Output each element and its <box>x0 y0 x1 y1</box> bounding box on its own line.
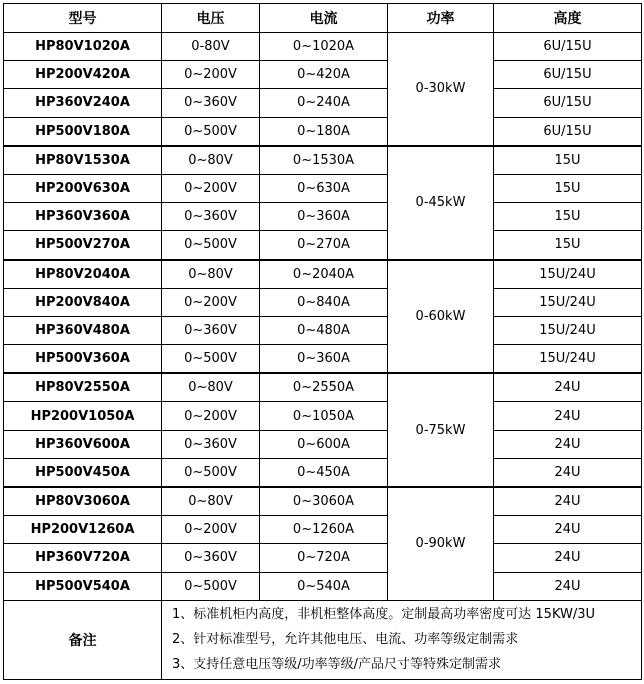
current-cell: 0~1530A <box>260 146 388 175</box>
header-power: 功率 <box>388 4 494 33</box>
table-row <box>4 61 642 89</box>
header-current: 电流 <box>260 4 388 33</box>
table-row <box>4 430 642 458</box>
model-cell: HP200V1260A <box>4 516 162 544</box>
height-cell: 15U/24U <box>494 345 642 374</box>
height-cell: 24U <box>494 544 642 572</box>
note-line-1: 1、标准机柜内高度，非机柜整体高度。定制最高功率密度可达 15KW/3U <box>172 607 596 623</box>
current-cell: 0~1260A <box>260 516 388 544</box>
table-row <box>4 402 642 430</box>
voltage-cell: 0~80V <box>162 146 260 175</box>
height-cell: 24U <box>494 458 642 487</box>
model-cell: HP360V600A <box>4 430 162 458</box>
current-cell: 0~1020A <box>260 33 388 61</box>
voltage-cell: 0~360V <box>162 89 260 117</box>
height-cell: 15U <box>494 146 642 175</box>
current-cell: 0~1050A <box>260 402 388 430</box>
notes-row <box>4 600 642 679</box>
model-cell: HP360V480A <box>4 316 162 344</box>
table-row <box>4 89 642 117</box>
table-row <box>4 146 642 175</box>
model-cell: HP200V840A <box>4 288 162 316</box>
voltage-cell: 0~360V <box>162 316 260 344</box>
table-row <box>4 544 642 572</box>
current-cell: 0~540A <box>260 572 388 600</box>
current-cell: 0~600A <box>260 430 388 458</box>
voltage-cell: 0~80V <box>162 487 260 516</box>
height-cell: 15U <box>494 174 642 202</box>
voltage-cell: 0~500V <box>162 572 260 600</box>
voltage-cell: 0~200V <box>162 174 260 202</box>
header-voltage: 电压 <box>162 4 260 33</box>
table-body <box>4 33 642 601</box>
height-cell: 15U <box>494 231 642 260</box>
voltage-cell: 0~360V <box>162 430 260 458</box>
current-cell: 0~450A <box>260 458 388 487</box>
height-cell: 15U/24U <box>494 316 642 344</box>
power-cell: 0-45kW <box>388 146 494 260</box>
current-cell: 0~2550A <box>260 373 388 402</box>
voltage-cell: 0~200V <box>162 516 260 544</box>
current-cell: 0~480A <box>260 316 388 344</box>
header-row <box>4 4 642 33</box>
table-row <box>4 316 642 344</box>
voltage-cell: 0~200V <box>162 61 260 89</box>
power-cell: 0-60kW <box>388 260 494 374</box>
model-cell: HP360V360A <box>4 203 162 231</box>
voltage-cell: 0~500V <box>162 231 260 260</box>
height-cell: 24U <box>494 402 642 430</box>
model-cell: HP500V360A <box>4 345 162 374</box>
current-cell: 0~360A <box>260 345 388 374</box>
model-cell: HP360V240A <box>4 89 162 117</box>
table-row <box>4 231 642 260</box>
table-row <box>4 117 642 146</box>
model-cell: HP500V450A <box>4 458 162 487</box>
notes-label: 备注 <box>4 600 162 679</box>
height-cell: 15U/24U <box>494 288 642 316</box>
note-line-3: 3、支持任意电压等级/功率等级/产品尺寸等特殊定制需求 <box>172 657 502 673</box>
height-cell: 6U/15U <box>494 117 642 146</box>
model-cell: HP360V720A <box>4 544 162 572</box>
height-cell: 6U/15U <box>494 33 642 61</box>
voltage-cell: 0~360V <box>162 203 260 231</box>
height-cell: 24U <box>494 430 642 458</box>
voltage-cell: 0~500V <box>162 117 260 146</box>
height-cell: 24U <box>494 572 642 600</box>
current-cell: 0~840A <box>260 288 388 316</box>
header-model: 型号 <box>4 4 162 33</box>
height-cell: 24U <box>494 373 642 402</box>
height-cell: 24U <box>494 487 642 516</box>
table-row <box>4 345 642 374</box>
model-cell: HP80V2040A <box>4 260 162 289</box>
height-cell: 6U/15U <box>494 61 642 89</box>
height-cell: 24U <box>494 516 642 544</box>
voltage-cell: 0~80V <box>162 373 260 402</box>
model-cell: HP500V180A <box>4 117 162 146</box>
model-cell: HP200V420A <box>4 61 162 89</box>
table-row <box>4 203 642 231</box>
current-cell: 0~270A <box>260 231 388 260</box>
current-cell: 0~3060A <box>260 487 388 516</box>
current-cell: 0~180A <box>260 117 388 146</box>
current-cell: 0~360A <box>260 203 388 231</box>
model-cell: HP80V3060A <box>4 487 162 516</box>
voltage-cell: 0~360V <box>162 544 260 572</box>
voltage-cell: 0~500V <box>162 345 260 374</box>
table-row <box>4 458 642 487</box>
model-cell: HP80V1530A <box>4 146 162 175</box>
height-cell: 15U/24U <box>494 260 642 289</box>
model-cell: HP200V630A <box>4 174 162 202</box>
current-cell: 0~420A <box>260 61 388 89</box>
voltage-cell: 0~200V <box>162 288 260 316</box>
current-cell: 0~2040A <box>260 260 388 289</box>
table-row <box>4 487 642 516</box>
table-row <box>4 174 642 202</box>
height-cell: 15U <box>494 203 642 231</box>
power-cell: 0-30kW <box>388 33 494 146</box>
power-cell: 0-90kW <box>388 487 494 600</box>
table-row <box>4 33 642 61</box>
current-cell: 0~720A <box>260 544 388 572</box>
current-cell: 0~630A <box>260 174 388 202</box>
table-row <box>4 288 642 316</box>
table-row <box>4 572 642 600</box>
voltage-cell: 0~500V <box>162 458 260 487</box>
spec-table <box>3 3 642 680</box>
voltage-cell: 0~200V <box>162 402 260 430</box>
model-cell: HP500V540A <box>4 572 162 600</box>
current-cell: 0~240A <box>260 89 388 117</box>
table-row <box>4 260 642 289</box>
model-cell: HP200V1050A <box>4 402 162 430</box>
table-row <box>4 373 642 402</box>
power-cell: 0-75kW <box>388 373 494 487</box>
model-cell: HP80V2550A <box>4 373 162 402</box>
note-line-2: 2、针对标准型号，允许其他电压、电流、功率等级定制需求 <box>172 632 519 648</box>
notes-content <box>162 600 642 679</box>
model-cell: HP500V270A <box>4 231 162 260</box>
model-cell: HP80V1020A <box>4 33 162 61</box>
height-cell: 6U/15U <box>494 89 642 117</box>
voltage-cell: 0-80V <box>162 33 260 61</box>
header-height: 高度 <box>494 4 642 33</box>
table-row <box>4 516 642 544</box>
voltage-cell: 0~80V <box>162 260 260 289</box>
